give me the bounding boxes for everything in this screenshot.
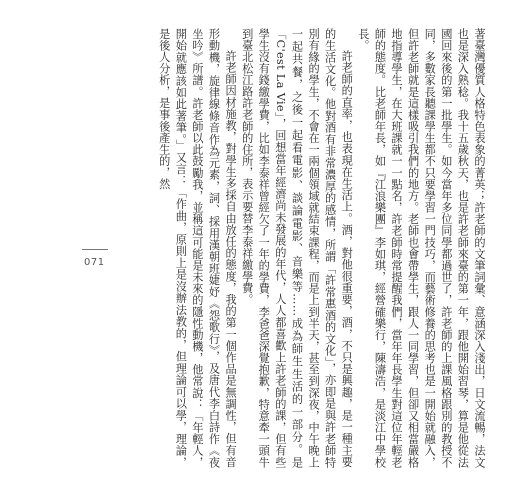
page-number-rule bbox=[82, 249, 108, 250]
paragraph-1: 著臺灣優質人格特色表象的菁英；許老師的文筆詞彙、意涵深入淺出，日文流暢，法文也是深入熟稔。我十五歲秋天，也是許老師來臺的第一年，跟他開始習琴，算是他從法國回來後的第一批學生。如今當年多位同學都過世了，許老師的上課風格跟別的教授不同，多數家長聽課學生都不只要學習一門技巧，而藝術修養的思考也是一開始就融入，但許老師就是這樣吸引我們的地方。老師也會帶學生，跟人一同學習，但卻又相當嚴格地指導學生，在大班課就一一點名，許老師時常提醒我們，當年年長學生對這位年輕老師的態度。比老師年長，如『江浪樂團』李如琪，經營確樂行，陳濤浩，是淡江中學校長。 bbox=[356, 28, 486, 468]
page-number: 071 bbox=[84, 257, 105, 268]
vertical-text-body bbox=[132, 28, 487, 468]
paragraph-3: 許老師因材施教，對學生多採自由放任的態度，我的第一個作品是無調性，但有音形動機，旋律線條音作為元素，詞、採用漢朝班婕妤《怨歌行》，及唐代李白詩作《夜坐吟》所譜。許老師以此鼓勵我，並稱這可能是未來的隱性動機，他常說：「年輕人，開始就應該如此著筆。」又言：「作曲，原則上是沒辦法教的，但理論可以學，理論，是後人分析，是事後產生的，然 bbox=[157, 28, 238, 468]
paragraph-2: 許老師的直率，也表現在生活上。酒，對他很重要，酒，不只是興趣，是一種主要的生活文化。他對酒有非常濃厚的感情，所謂「許常惠酒的文化」，亦即是與許老師特別有緣的學生，不會在一兩個領域就結束課程，而是上到半天，甚至到深夜，中午晚上一起共餐，之後一起看電影、談論電影、音樂等……成為師生生活的一部分。是「C'est La Vie」，回想當年經濟尚未發展的年代，人人都喜歡上許老師的課，但有些學生沒有錢繳學費，比如李泰祥曾經欠了一年的學費，李爸爸深覺抱歉，特意牽一頭牛到臺北松江路許老師的住所，表示要替李泰祥繳學費。 bbox=[240, 28, 354, 468]
